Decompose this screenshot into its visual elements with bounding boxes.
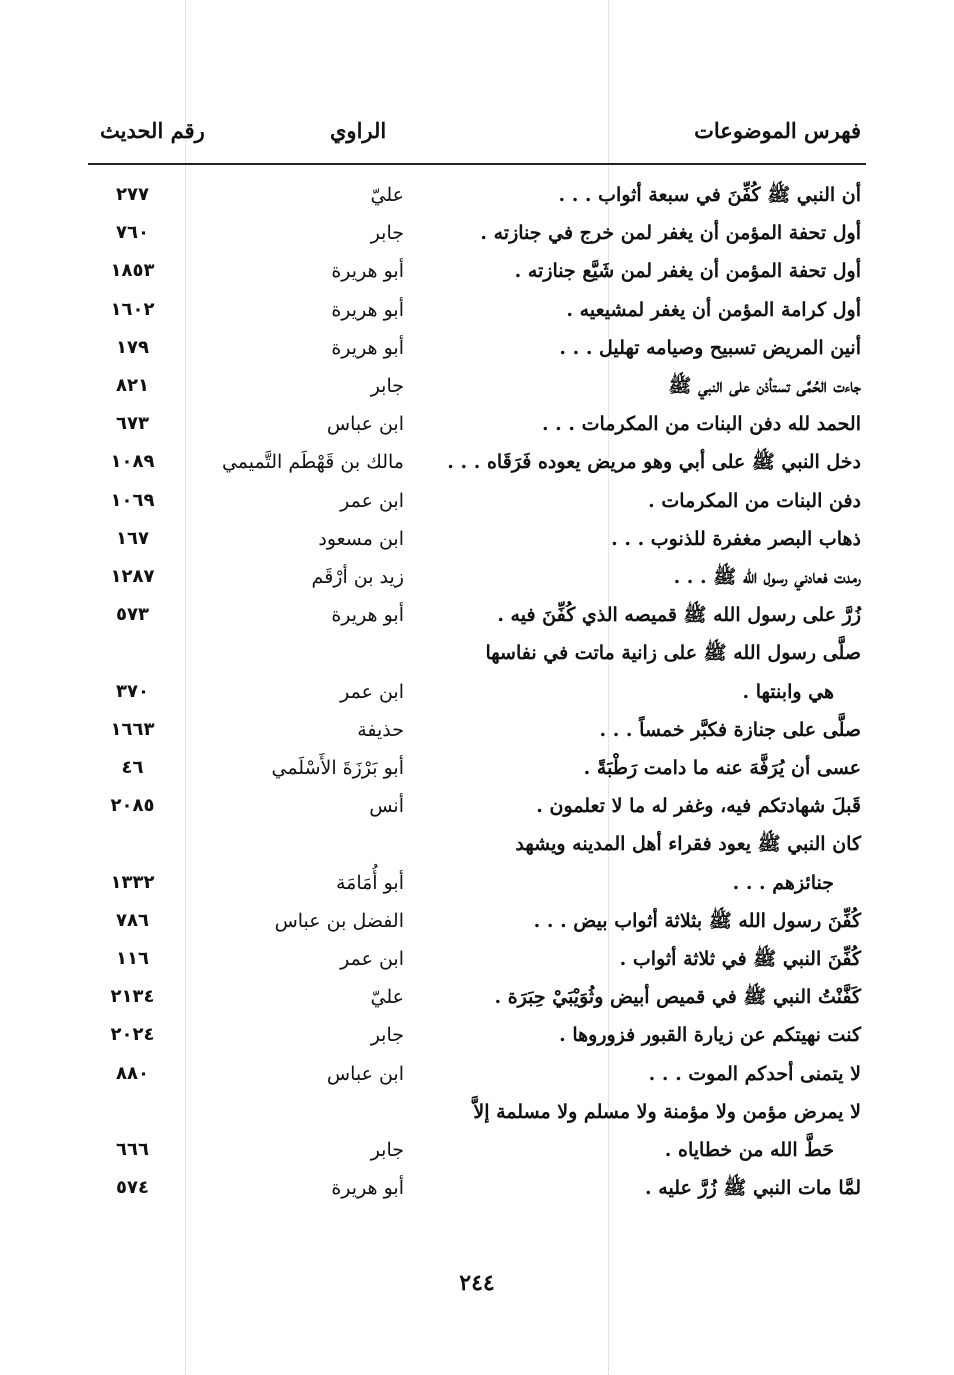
hadith-number: ٧٦٠ <box>116 222 149 244</box>
hadith-number: ٥٧٤ <box>116 1177 149 1199</box>
topic-text: دفن البنات من المكرمات . <box>648 489 861 512</box>
hadith-number: ١٦٧ <box>116 527 149 549</box>
narrator-name: ابن عمر <box>340 489 404 512</box>
narrator-name: أبو بَرْزَةَ الأَسْلَمي <box>271 757 404 779</box>
hadith-number: ٨٨٠ <box>116 1062 149 1084</box>
topic-text: قَبلَ شهادتكم فيه، وغفر له ما لا تعلمون . <box>536 795 861 818</box>
topic-text: زُرَّ على رسول الله ﷺ قميصه الذي كُفِّنَ فيه . <box>497 604 861 627</box>
hadith-number: ٧٨٦ <box>116 909 149 931</box>
narrator-name: مالك بن قَهْطَم التَّميمي <box>221 451 404 474</box>
topic-text: أول كرامة المؤمن أن يغفر لمشيعيه . <box>566 298 861 321</box>
index-row <box>0 253 954 289</box>
topic-text: جنائزهم . . . <box>732 871 834 894</box>
narrator-column-header: الراوي <box>330 118 387 143</box>
narrator-name: ابن عمر <box>340 680 404 703</box>
narrator-name: أبو هريرة <box>331 604 404 627</box>
topic-text: كُفِّنَ النبي ﷺ في ثلاثة أثواب . <box>619 948 861 970</box>
topic-text: أول تحفة المؤمن أن يغفر لمن خرج في جنازته . <box>480 222 861 245</box>
narrator-name: زيد بن أرْقَم <box>311 566 404 588</box>
narrator-name: عليّ <box>370 986 404 1009</box>
index-row <box>0 941 954 977</box>
index-row <box>0 597 954 633</box>
hadith-number: ٢٠٨٥ <box>110 795 155 817</box>
index-row <box>0 1094 954 1130</box>
hadith-number: ٢٠٢٤ <box>110 1024 155 1046</box>
topics-column-header: فهرس الموضوعات <box>694 118 861 143</box>
topic-text: لمَّا مات النبي ﷺ زُرَّ عليه . <box>645 1177 861 1200</box>
topic-text: أنين المريض تسبيح وصيامه تهليل . . . <box>559 336 861 359</box>
topic-text: صلَّى على جنازة فكبَّر خمساً . . . <box>599 718 861 741</box>
hadith-number: ١٨٥٣ <box>110 260 155 282</box>
index-row <box>0 521 954 557</box>
index-row <box>0 406 954 442</box>
hadith-number: ٦٦٦ <box>116 1139 149 1160</box>
index-row <box>0 292 954 328</box>
topic-text: هي وابنتها . <box>742 680 834 703</box>
narrator-name: ابن عباس <box>326 1062 404 1085</box>
topic-text: رمدت فعادني رسول الله ﷺ . . . <box>673 566 861 588</box>
hadith-number: ٥٧٣ <box>116 604 149 626</box>
narrator-name: أبو هريرة <box>331 298 404 321</box>
index-row <box>0 330 954 366</box>
topic-text: ذهاب البصر مغفرة للذنوب . . . <box>611 527 861 550</box>
index-row <box>0 750 954 786</box>
hadith-number: ٢٧٧ <box>116 184 149 205</box>
index-row <box>0 674 954 710</box>
topic-text: دخل النبي ﷺ على أبي وهو مريض يعوده فَرَقَاه . . . <box>447 451 861 474</box>
index-row <box>0 826 954 862</box>
index-row <box>0 483 954 519</box>
hadith-number: ٤٦ <box>121 757 144 778</box>
topic-text: عسى أن يُرَفَّهَ عنه ما دامت رَطْبَةً . <box>583 757 861 779</box>
topic-text: كَفَّنْتُ النبي ﷺ في قميص أبيض وثُوَيْبَيْ حِبَرَة . <box>494 986 861 1009</box>
index-row <box>0 712 954 748</box>
header-divider <box>88 163 866 165</box>
narrator-name: جابر <box>370 1139 404 1161</box>
narrator-name: أبو أُمَامَة <box>335 871 404 894</box>
topic-text: حَطَّ الله من خطاياه . <box>664 1139 834 1161</box>
narrator-name: جابر <box>370 375 404 397</box>
index-row <box>0 903 954 939</box>
narrator-name: ابن عمر <box>340 948 404 970</box>
topic-text: أن النبي ﷺ كُفِّنَ في سبعة أثواب . . . <box>558 184 861 206</box>
hadith-number: ١٠٨٩ <box>110 451 155 473</box>
narrator-name: جابر <box>370 1024 404 1047</box>
topic-text: كُفِّنَ رسول الله ﷺ بثلاثة أثواب بيض . . . <box>533 909 861 932</box>
hadith-number: ٣٧٠ <box>116 680 149 702</box>
index-row <box>0 635 954 671</box>
index-row <box>0 1170 954 1206</box>
topic-text: لا يمرض مؤمن ولا مؤمنة ولا مسلم ولا مسلمة إلاَّ <box>473 1100 861 1123</box>
topic-text: الحمد لله دفن البنات من المكرمات . . . <box>541 413 861 436</box>
hadith-number: ١١٦ <box>116 948 149 969</box>
narrator-name: حذيفة <box>357 718 404 741</box>
index-row <box>0 559 954 595</box>
index-row <box>0 1017 954 1053</box>
index-row <box>0 215 954 251</box>
index-row <box>0 1056 954 1092</box>
narrator-name: أبو هريرة <box>331 336 404 359</box>
narrator-name: جابر <box>370 222 404 245</box>
index-row <box>0 368 954 404</box>
hadith-number: ٢١٣٤ <box>110 986 155 1008</box>
topic-text: صلَّى رسول الله ﷺ على زانية ماتت في نفاسها <box>485 642 861 665</box>
topic-text: أول تحفة المؤمن أن يغفر لمن شَيَّع جنازته . <box>514 260 861 283</box>
index-row <box>0 788 954 824</box>
narrator-name: أبو هريرة <box>331 1177 404 1200</box>
index-row <box>0 865 954 901</box>
index-row <box>0 177 954 213</box>
hadith-number: ١٢٨٧ <box>110 566 155 587</box>
hadith-number: ١٧٩ <box>116 336 149 358</box>
narrator-name: ابن عباس <box>326 413 404 436</box>
hadith-number: ١٣٣٢ <box>110 871 155 893</box>
topic-text: كان النبي ﷺ يعود فقراء أهل المدينه ويشهد <box>515 833 861 856</box>
index-row <box>0 1132 954 1168</box>
narrator-name: ابن مسعود <box>318 527 404 550</box>
hadith-number: ٦٧٣ <box>116 413 149 435</box>
index-row <box>0 979 954 1015</box>
hadith-number-column-header: رقم الحديث <box>100 118 205 143</box>
hadith-number: ١٦٠٢ <box>110 298 155 320</box>
hadith-number: ٨٢١ <box>116 375 149 396</box>
topic-text: كنت نهيتكم عن زيارة القبور فزوروها . <box>559 1024 861 1047</box>
topic-text: جاءت الحُمَّى تستأذن على النبي ﷺ <box>668 375 861 397</box>
hadith-number: ١٠٦٩ <box>110 489 155 511</box>
narrator-name: أبو هريرة <box>331 260 404 283</box>
topic-text: لا يتمنى أحدكم الموت . . . <box>648 1062 861 1085</box>
hadith-number: ١٦٦٣ <box>110 718 155 740</box>
narrator-name: أنس <box>369 795 404 818</box>
page-number: ٢٤٤ <box>459 1270 495 1296</box>
narrator-name: الفضل بن عباس <box>274 909 404 932</box>
narrator-name: عليّ <box>370 184 404 206</box>
index-row <box>0 444 954 480</box>
